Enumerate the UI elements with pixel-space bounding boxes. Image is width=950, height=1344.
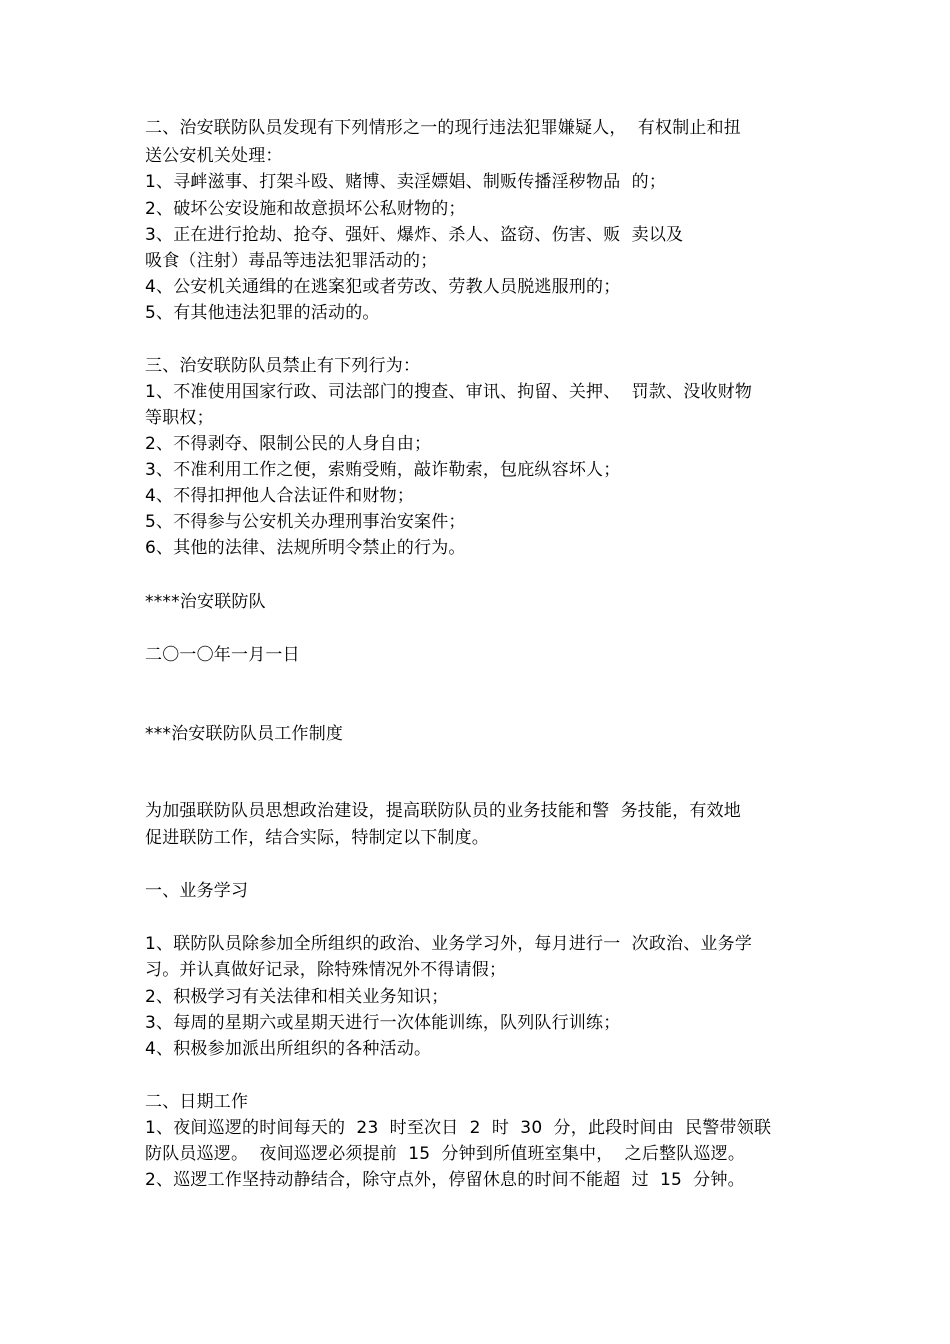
part2-item: 防队员巡逻。 夜间巡逻必须提前 15 分钟到所值班室集中， 之后整队巡逻。 [145, 1144, 746, 1164]
section2-item: 3、正在进行抢劫、抢夺、强奸、爆炸、杀人、盗窃、伤害、贩 卖以及 [145, 225, 684, 245]
part1-item: 1、联防队员除参加全所组织的政治、业务学习外，每月进行一 次政治、业务学 [145, 934, 753, 954]
doc2-intro-line2: 促进联防工作，结合实际，特制定以下制度。 [145, 828, 489, 848]
part1-item: 4、积极参加派出所组织的各种活动。 [145, 1039, 432, 1059]
part2-heading: 二、日期工作 [145, 1092, 249, 1112]
signature-date: 二〇一〇年一月一日 [145, 645, 300, 665]
part2-item: 2、巡逻工作坚持动静结合，除守点外，停留休息的时间不能超 过 15 分钟。 [145, 1170, 745, 1190]
section3-item: 6、其他的法律、法规所明令禁止的行为。 [145, 538, 466, 558]
section2-item: 1、寻衅滋事、打架斗殴、赌博、卖淫嫖娼、制贩传播淫秽物品 的； [145, 172, 667, 192]
section2-item: 4、公安机关通缉的在逃案犯或者劳改、劳教人员脱逃服刑的； [145, 277, 621, 297]
part1-item: 2、积极学习有关法律和相关业务知识； [145, 987, 449, 1007]
doc2-intro-line1: 为加强联防队员思想政治建设，提高联防队员的业务技能和警 务技能，有效地 [145, 801, 742, 821]
section3-item: 2、不得剥夺、限制公民的人身自由； [145, 434, 432, 454]
section2-item: 吸食（注射）毒品等违法犯罪活动的； [145, 251, 438, 271]
part1-item: 习。并认真做好记录，除特殊情况外不得请假； [145, 960, 507, 980]
section3-item: 1、不准使用国家行政、司法部门的搜查、审讯、拘留、关押、 罚款、没收财物 [145, 382, 753, 402]
section3-item: 4、不得扣押他人合法证件和财物； [145, 486, 415, 506]
section3-heading: 三、治安联防队员禁止有下列行为： [145, 356, 421, 376]
section2-item: 2、破坏公安设施和故意损坏公私财物的； [145, 199, 466, 219]
section2-item: 5、有其他违法犯罪的活动的。 [145, 303, 380, 323]
part2-item: 1、夜间巡逻的时间每天的 23 时至次日 2 时 30 分，此段时间由 民警带领联 [145, 1118, 772, 1138]
part1-item: 3、每周的星期六或星期天进行一次体能训练，队列队行训练； [145, 1013, 621, 1033]
part1-heading: 一、业务学习 [145, 881, 249, 901]
section2-heading-line2: 送公安机关处理： [145, 146, 283, 166]
section2-heading-line1: 二、治安联防队员发现有下列情形之一的现行违法犯罪嫌疑人， 有权制止和扭 [145, 118, 742, 138]
section3-item: 3、不准利用工作之便，索贿受贿，敲诈勒索，包庇纵容坏人； [145, 460, 621, 480]
section3-item: 等职权； [145, 408, 214, 428]
doc2-title: ***治安联防队员工作制度 [145, 724, 344, 744]
section3-item: 5、不得参与公安机关办理刑事治安案件； [145, 512, 466, 532]
signature-org: ****治安联防队 [145, 592, 266, 612]
